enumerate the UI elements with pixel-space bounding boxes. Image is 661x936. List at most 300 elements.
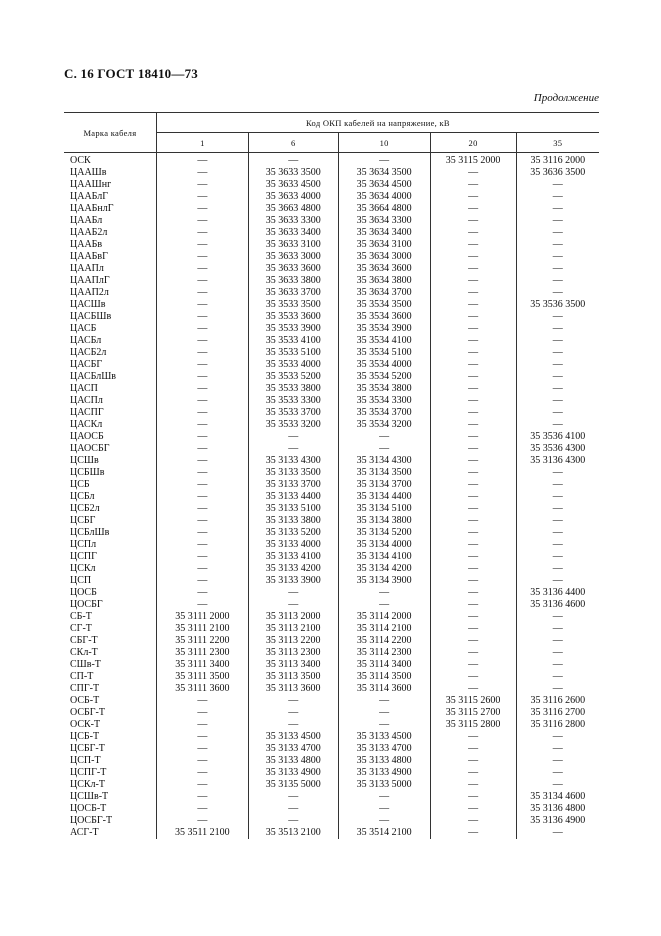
okp-code-cell: 35 3534 5200 (338, 371, 430, 383)
okp-code-cell: 35 3114 3600 (338, 683, 430, 695)
okp-code-cell: 35 3133 3500 (248, 467, 338, 479)
cable-mark-cell: ЦААШнг (64, 179, 156, 191)
okp-code-cell: — (516, 731, 599, 743)
table-row (64, 239, 599, 251)
okp-code-cell: 35 3113 3400 (248, 659, 338, 671)
okp-code-cell: — (197, 251, 208, 262)
okp-code-cell: 35 3134 3900 (338, 575, 430, 587)
okp-code-cell: — (197, 347, 208, 358)
okp-code-cell: — (197, 431, 208, 442)
okp-code-cell: — (430, 431, 516, 443)
okp-code-cell: — (516, 479, 599, 491)
table-row (64, 503, 599, 515)
okp-code-cell: 35 3533 3200 (248, 419, 338, 431)
okp-code-cell: 35 3636 3500 (516, 167, 599, 179)
okp-code-cell: — (248, 791, 338, 803)
okp-code-cell: 35 3133 4800 (338, 755, 430, 767)
okp-code-cell: 35 3534 4000 (338, 359, 430, 371)
okp-code-cell: 35 3633 3300 (248, 215, 338, 227)
table-row (64, 767, 599, 779)
okp-code-cell: 35 3111 3400 (175, 659, 230, 670)
okp-code-cell: 35 3533 3700 (248, 407, 338, 419)
okp-code-cell: — (197, 815, 208, 826)
okp-code-cell: — (197, 575, 208, 586)
table-row (64, 623, 599, 635)
okp-code-cell: 35 3536 3500 (516, 299, 599, 311)
table-row (64, 611, 599, 623)
okp-code-cell: 35 3113 2200 (248, 635, 338, 647)
okp-code-cell: — (430, 503, 516, 515)
cable-mark-cell: ЦСШв (64, 455, 156, 467)
cable-mark-cell: ЦААБнлГ (64, 203, 156, 215)
continuation-label: Продолжение (533, 92, 599, 104)
okp-code-cell: — (430, 539, 516, 551)
okp-code-cell: — (516, 635, 599, 647)
okp-code-cell: — (516, 395, 599, 407)
okp-code-cell: 35 3533 3300 (248, 395, 338, 407)
okp-code-cell: — (248, 431, 338, 443)
okp-code-cell: 35 3633 3600 (248, 263, 338, 275)
okp-code-cell: 35 3513 2100 (248, 827, 338, 839)
cable-mark-cell: ЦАСП (64, 383, 156, 395)
mark-column-header: Марка кабеля (64, 113, 156, 153)
okp-code-cell: — (516, 251, 599, 263)
table-row (64, 551, 599, 563)
table-row (64, 455, 599, 467)
okp-code-cell: — (197, 263, 208, 274)
cable-mark-cell: ЦААПл (64, 263, 156, 275)
okp-code-cell: 35 3633 4500 (248, 179, 338, 191)
okp-code-cell: — (338, 599, 430, 611)
okp-code-cell: 35 3663 4800 (248, 203, 338, 215)
okp-code-cell: 35 3114 2100 (338, 623, 430, 635)
okp-code-cell: 35 3534 5100 (338, 347, 430, 359)
okp-code-cell: 35 3114 3400 (338, 659, 430, 671)
okp-code-cell: 35 3116 2700 (516, 707, 599, 719)
cable-mark-cell: ОСК (64, 153, 156, 168)
okp-code-cell: 35 3533 3800 (248, 383, 338, 395)
okp-code-cell: — (248, 587, 338, 599)
okp-code-cell: — (197, 707, 208, 718)
okp-code-cell: 35 3134 5200 (338, 527, 430, 539)
table-row (64, 407, 599, 419)
table-row (64, 563, 599, 575)
okp-code-cell: — (197, 419, 208, 430)
okp-code-cell: 35 3136 4400 (516, 587, 599, 599)
okp-code-cell: — (430, 299, 516, 311)
okp-code-cell: — (516, 515, 599, 527)
table-row (64, 371, 599, 383)
okp-code-cell: — (197, 515, 208, 526)
okp-code-cell: 35 3534 3700 (338, 407, 430, 419)
table-row (64, 191, 599, 203)
cable-mark-cell: ЦСПл (64, 539, 156, 551)
table-row (64, 731, 599, 743)
okp-code-cell: — (197, 179, 208, 190)
okp-code-cell: — (430, 767, 516, 779)
okp-code-cell: 35 3533 3600 (248, 311, 338, 323)
okp-code-cell: — (197, 527, 208, 538)
okp-code-cell: 35 3534 4100 (338, 335, 430, 347)
okp-code-cell: — (197, 323, 208, 334)
okp-code-cell: — (430, 359, 516, 371)
table-row (64, 827, 599, 839)
table-row (64, 683, 599, 695)
cable-mark-cell: СШв-Т (64, 659, 156, 671)
okp-code-cell: 35 3136 4800 (516, 803, 599, 815)
table-row (64, 263, 599, 275)
okp-code-cell: — (430, 815, 516, 827)
okp-code-cell: — (430, 515, 516, 527)
table-row (64, 179, 599, 191)
okp-code-cell: 35 3116 2000 (516, 153, 599, 168)
okp-code-cell: — (430, 803, 516, 815)
okp-code-cell: — (197, 239, 208, 250)
okp-code-cell: 35 3534 3900 (338, 323, 430, 335)
okp-code-cell: — (197, 695, 208, 706)
okp-code-cell: — (516, 215, 599, 227)
table-row (64, 311, 599, 323)
voltage-header-1: 6 (248, 133, 338, 153)
okp-code-cell: 35 3514 2100 (338, 827, 430, 839)
okp-code-cell: — (338, 153, 430, 168)
cable-mark-cell: ЦСБШв (64, 467, 156, 479)
okp-code-cell: — (516, 179, 599, 191)
okp-code-cell: 35 3115 2700 (430, 707, 516, 719)
table-row (64, 527, 599, 539)
okp-code-cell: 35 3133 4800 (248, 755, 338, 767)
okp-code-cell: — (430, 167, 516, 179)
okp-code-cell: 35 3133 4200 (248, 563, 338, 575)
okp-code-cell: — (197, 203, 208, 214)
okp-code-cell: — (430, 239, 516, 251)
okp-code-cell: — (197, 275, 208, 286)
okp-code-cell: 35 3133 5000 (338, 779, 430, 791)
cable-mark-cell: ЦСБГ (64, 515, 156, 527)
okp-code-cell: 35 3534 3500 (338, 299, 430, 311)
okp-code-cell: — (430, 467, 516, 479)
okp-code-cell: — (430, 779, 516, 791)
okp-code-cell: 35 3634 3400 (338, 227, 430, 239)
table-row (64, 491, 599, 503)
okp-code-cell: — (197, 719, 208, 730)
okp-code-cell: — (516, 227, 599, 239)
table-row (64, 287, 599, 299)
okp-code-cell: 35 3114 2300 (338, 647, 430, 659)
okp-code-cell: — (338, 431, 430, 443)
okp-code-cell: — (248, 719, 338, 731)
okp-code-cell: — (197, 455, 208, 466)
cable-mark-cell: ЦАОСБГ (64, 443, 156, 455)
okp-code-cell: 35 3133 4400 (248, 491, 338, 503)
okp-code-cell: — (430, 575, 516, 587)
voltage-header-2: 10 (338, 133, 430, 153)
cable-mark-cell: ЦОСБ-Т (64, 803, 156, 815)
table-row (64, 671, 599, 683)
cable-mark-cell: ЦСПГ (64, 551, 156, 563)
okp-code-cell: — (430, 335, 516, 347)
table-row (64, 251, 599, 263)
table-row (64, 167, 599, 179)
okp-code-cell: 35 3633 3500 (248, 167, 338, 179)
okp-code-cell: — (197, 155, 208, 166)
okp-code-cell: — (248, 815, 338, 827)
okp-code-cell: 35 3133 3900 (248, 575, 338, 587)
okp-code-cell: 35 3111 2100 (175, 623, 230, 634)
okp-code-cell: 35 3634 3100 (338, 239, 430, 251)
okp-code-cell: — (248, 599, 338, 611)
okp-code-cell: 35 3111 3500 (175, 671, 230, 682)
okp-code-cell: 35 3133 3800 (248, 515, 338, 527)
okp-code-cell: — (516, 311, 599, 323)
okp-code-cell: 35 3133 5100 (248, 503, 338, 515)
okp-code-cell: — (516, 371, 599, 383)
okp-code-cell: — (516, 539, 599, 551)
okp-code-cell: — (516, 623, 599, 635)
okp-code-cell: 35 3133 5200 (248, 527, 338, 539)
okp-code-cell: — (430, 587, 516, 599)
okp-code-cell: — (430, 671, 516, 683)
table-row (64, 299, 599, 311)
table-row (64, 479, 599, 491)
okp-code-cell: — (197, 779, 208, 790)
okp-code-cell: — (430, 323, 516, 335)
okp-code-cell: 35 3533 4100 (248, 335, 338, 347)
okp-code-cell: 35 3134 4100 (338, 551, 430, 563)
okp-code-cell: — (430, 599, 516, 611)
cable-mark-cell: ЦОСБГ (64, 599, 156, 611)
okp-code-cell: — (197, 407, 208, 418)
okp-code-cell: — (197, 371, 208, 382)
okp-code-cell: 35 3634 4500 (338, 179, 430, 191)
cable-mark-cell: ЦСПГ-Т (64, 767, 156, 779)
okp-code-cell: — (430, 623, 516, 635)
okp-code-cell: 35 3534 3800 (338, 383, 430, 395)
table-row (64, 359, 599, 371)
okp-code-cell: — (338, 587, 430, 599)
okp-code-cell: — (430, 527, 516, 539)
okp-code-cell: 35 3136 4300 (516, 455, 599, 467)
table-row (64, 779, 599, 791)
okp-code-cell: 35 3113 2100 (248, 623, 338, 635)
okp-code-cell: — (197, 767, 208, 778)
okp-code-cell: — (338, 443, 430, 455)
okp-code-cell: 35 3533 3500 (248, 299, 338, 311)
cable-mark-cell: СГ-Т (64, 623, 156, 635)
okp-code-cell: — (430, 791, 516, 803)
okp-code-cell: — (248, 443, 338, 455)
okp-code-cell: — (197, 479, 208, 490)
okp-code-cell: 35 3633 3400 (248, 227, 338, 239)
table-row (64, 815, 599, 827)
okp-code-cell: — (430, 395, 516, 407)
table-row (64, 539, 599, 551)
okp-code-cell: — (338, 815, 430, 827)
okp-code-cell: 35 3633 4000 (248, 191, 338, 203)
okp-code-cell: 35 3111 2000 (175, 611, 230, 622)
cable-mark-cell: ЦСБ-Т (64, 731, 156, 743)
cable-mark-cell: СПГ-Т (64, 683, 156, 695)
voltage-header-4: 35 (516, 133, 599, 153)
cable-mark-cell: ЦСБ (64, 479, 156, 491)
okp-code-cell: — (430, 491, 516, 503)
cable-mark-cell: ЦААБл (64, 215, 156, 227)
cable-mark-cell: ЦОСБГ-Т (64, 815, 156, 827)
okp-code-cell: — (197, 299, 208, 310)
okp-code-cell: — (516, 647, 599, 659)
table-row (64, 419, 599, 431)
okp-code-cell: — (516, 407, 599, 419)
okp-code-cell: — (516, 575, 599, 587)
okp-code-cell: 35 3133 4500 (248, 731, 338, 743)
okp-code-cell: — (248, 707, 338, 719)
okp-code-cell: 35 3135 5000 (248, 779, 338, 791)
okp-code-cell: 35 3633 3700 (248, 287, 338, 299)
table-row (64, 275, 599, 287)
okp-code-cell: — (516, 767, 599, 779)
okp-code-cell: — (430, 827, 516, 839)
cable-mark-cell: ЦАСБГ (64, 359, 156, 371)
okp-code-cell: — (338, 707, 430, 719)
okp-code-cell: — (430, 179, 516, 191)
okp-code-cell: — (516, 755, 599, 767)
cable-mark-cell: ЦААБлГ (64, 191, 156, 203)
okp-code-cell: — (516, 419, 599, 431)
okp-code-cell: 35 3136 4600 (516, 599, 599, 611)
table-row (64, 383, 599, 395)
okp-code-cell: — (197, 587, 208, 598)
okp-code-cell: — (197, 395, 208, 406)
okp-code-cell: — (516, 671, 599, 683)
okp-code-cell: — (430, 215, 516, 227)
table-row (64, 215, 599, 227)
okp-code-cell: — (197, 803, 208, 814)
table-row (64, 695, 599, 707)
okp-code-cell: — (197, 755, 208, 766)
okp-code-cell: — (197, 443, 208, 454)
cable-mark-cell: ЦАСКл (64, 419, 156, 431)
okp-code-cell: 35 3111 3600 (175, 683, 230, 694)
voltage-group-header: Код ОКП кабелей на напряжение, кВ (156, 113, 599, 133)
cable-mark-cell: ЦОСБ (64, 587, 156, 599)
okp-code-cell: — (197, 563, 208, 574)
table-row (64, 153, 599, 168)
okp-code-cell: — (430, 347, 516, 359)
cable-mark-cell: ОСБ-Т (64, 695, 156, 707)
table-row (64, 443, 599, 455)
okp-code-cell: 35 3133 4100 (248, 551, 338, 563)
okp-codes-table (64, 112, 599, 839)
okp-code-cell: — (197, 467, 208, 478)
okp-code-cell: — (197, 551, 208, 562)
cable-mark-cell: ЦАСБлШв (64, 371, 156, 383)
cable-mark-cell: АСГ-Т (64, 827, 156, 839)
okp-code-cell: 35 3114 3500 (338, 671, 430, 683)
table-row (64, 347, 599, 359)
cable-mark-cell: СКл-Т (64, 647, 156, 659)
okp-code-cell: — (338, 791, 430, 803)
okp-code-cell: 35 3133 4900 (248, 767, 338, 779)
okp-code-cell: — (516, 659, 599, 671)
cable-mark-cell: ЦААПлГ (64, 275, 156, 287)
cable-mark-cell: СП-Т (64, 671, 156, 683)
okp-code-cell: 35 3134 4300 (338, 455, 430, 467)
okp-code-cell: — (197, 599, 208, 610)
okp-code-cell: — (197, 227, 208, 238)
okp-code-cell: 35 3134 4000 (338, 539, 430, 551)
okp-code-cell: — (248, 153, 338, 168)
okp-code-cell: — (430, 311, 516, 323)
okp-code-cell: — (516, 275, 599, 287)
okp-code-cell: — (197, 503, 208, 514)
okp-code-cell: 35 3536 4300 (516, 443, 599, 455)
okp-code-cell: — (516, 191, 599, 203)
okp-code-cell: 35 3133 4500 (338, 731, 430, 743)
okp-code-cell: 35 3133 4300 (248, 455, 338, 467)
okp-code-cell: 35 3634 3700 (338, 287, 430, 299)
okp-code-cell: 35 3134 4400 (338, 491, 430, 503)
table-row (64, 515, 599, 527)
table-row (64, 587, 599, 599)
okp-code-cell: — (430, 287, 516, 299)
okp-code-cell: — (516, 551, 599, 563)
okp-code-cell: — (197, 731, 208, 742)
okp-code-cell: 35 3633 3000 (248, 251, 338, 263)
okp-code-cell: — (430, 443, 516, 455)
okp-code-cell: — (430, 191, 516, 203)
okp-code-cell: 35 3111 2200 (175, 635, 230, 646)
table-row (64, 743, 599, 755)
table-row (64, 791, 599, 803)
table-row (64, 227, 599, 239)
okp-code-cell: 35 3115 2800 (430, 719, 516, 731)
okp-code-cell: — (197, 491, 208, 502)
okp-code-cell: 35 3536 4100 (516, 431, 599, 443)
cable-mark-cell: ЦСБГ-Т (64, 743, 156, 755)
cable-mark-cell: ЦАСБШв (64, 311, 156, 323)
okp-code-cell: — (516, 467, 599, 479)
okp-code-cell: — (197, 539, 208, 550)
okp-code-cell: — (516, 563, 599, 575)
cable-mark-cell: ЦСКл-Т (64, 779, 156, 791)
okp-code-cell: 35 3634 3800 (338, 275, 430, 287)
okp-code-cell: — (430, 743, 516, 755)
okp-code-cell: 35 3133 4900 (338, 767, 430, 779)
okp-code-cell: — (430, 383, 516, 395)
okp-code-cell: — (248, 695, 338, 707)
okp-code-cell: 35 3633 3800 (248, 275, 338, 287)
table-row (64, 599, 599, 611)
okp-code-cell: — (516, 347, 599, 359)
page-title: С. 16 ГОСТ 18410—73 (64, 66, 198, 81)
okp-code-cell: — (430, 227, 516, 239)
okp-code-cell: — (430, 755, 516, 767)
cable-mark-cell: ЦАСБ2л (64, 347, 156, 359)
okp-code-cell: — (197, 167, 208, 178)
voltage-header-3: 20 (430, 133, 516, 153)
okp-code-cell: 35 3533 5100 (248, 347, 338, 359)
table-row (64, 803, 599, 815)
okp-code-cell: 35 3133 4700 (248, 743, 338, 755)
okp-code-cell: 35 3533 5200 (248, 371, 338, 383)
cable-mark-cell: ЦСБ2л (64, 503, 156, 515)
okp-code-cell: — (516, 383, 599, 395)
okp-code-cell: — (430, 683, 516, 695)
okp-code-cell: — (248, 803, 338, 815)
table-row (64, 395, 599, 407)
table-row (64, 719, 599, 731)
okp-code-cell: — (430, 635, 516, 647)
